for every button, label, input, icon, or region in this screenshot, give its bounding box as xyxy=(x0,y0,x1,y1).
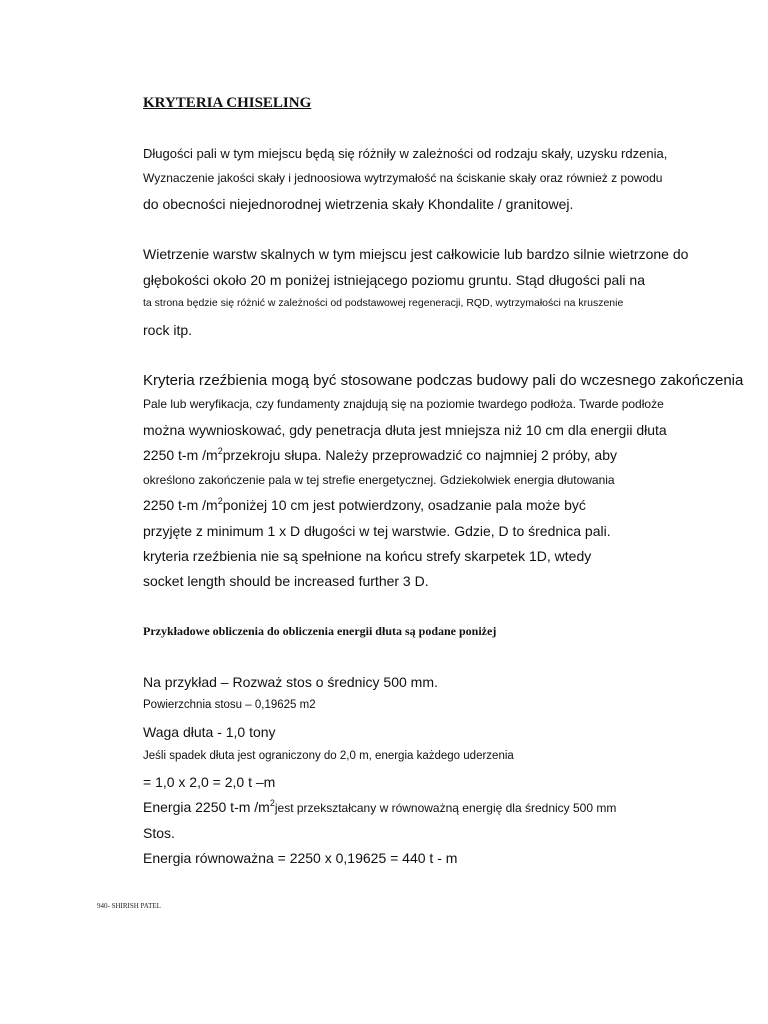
paragraph3-line1: Kryteria rzeźbienia mogą być stosowane podczas budowy pali do wczesnego zakończenia xyxy=(143,372,744,389)
example-line2: Powierzchnia stosu – 0,19625 m2 xyxy=(143,699,316,711)
paragraph3-line2: Pale lub weryfikacja, czy fundamenty znajdują się na poziomie twardego podłoża. Twarde podłoże xyxy=(143,397,664,411)
paragraph3-line6-rest: poniżej 10 cm jest potwierdzony, osadzanie pala może być xyxy=(222,497,586,513)
paragraph3-line8: kryteria rzeźbienia nie są spełnione na końcu strefy skarpetek 1D, wtedy xyxy=(143,548,592,564)
example-line7: Stos. xyxy=(143,825,175,841)
example-line1: Na przykład – Rozważ stos o średnicy 500 mm. xyxy=(143,674,438,690)
energy-value-text: 2250 t-m /m xyxy=(143,447,218,463)
paragraph2-line2: głębokości około 20 m poniżej istniejącego poziomu gruntu. Stąd długości pali na xyxy=(143,272,645,288)
paragraph1-line3: do obecności niejednorodnej wietrzenia skały Khondalite / granitowej. xyxy=(143,196,574,212)
energy-value-text: Energia 2250 t-m /m xyxy=(143,799,270,815)
paragraph1-line1: Długości pali w tym miejscu będą się różniły w zależności od rodzaju skały, uzysku rdzenia, xyxy=(143,146,668,161)
example-line3: Waga dłuta - 1,0 tony xyxy=(143,724,276,740)
page-title: KRYTERIA CHISELING xyxy=(143,95,312,111)
paragraph2-line4: rock itp. xyxy=(143,322,193,338)
example-line8: Energia równoważna = 2250 x 0,19625 = 440 t - m xyxy=(143,850,458,866)
paragraph2-line3: ta strona będzie się różnić w zależności od podstawowej regeneracji, RQD, wytrzymałości na kruszenie xyxy=(143,297,624,309)
example-line4: Jeśli spadek dłuta jest ograniczony do 2,0 m, energia każdego uderzenia xyxy=(143,750,514,762)
energy-value-text: 2250 t-m /m xyxy=(143,497,218,513)
paragraph1-line2: Wyznaczenie jakości skały i jednoosiowa wytrzymałość na ściskanie skały oraz również z powodu xyxy=(143,171,663,185)
example-line6-rest: jest przekształcany w równoważną energię dla średnicy 500 mm xyxy=(274,801,617,815)
paragraph2-line1: Wietrzenie warstw skalnych w tym miejscu jest całkowicie lub bardzo silnie wietrzone do xyxy=(143,246,689,262)
paragraph3-line9: socket length should be increased further 3 D. xyxy=(143,573,429,589)
paragraph3-line5: określono zakończenie pala w tej strefie energetycznej. Gdziekolwiek energia dłutowania xyxy=(143,473,615,487)
example-line6 xyxy=(143,799,616,815)
paragraph3-line6 xyxy=(143,497,586,513)
page-footer: 940- SHIRISH PATEL xyxy=(97,902,161,910)
paragraph3-line4-rest: przekroju słupa. Należy przeprowadzić co najmniej 2 próby, aby xyxy=(222,447,617,463)
section-subheading: Przykładowe obliczenia do obliczenia energii dłuta są podane poniżej xyxy=(143,624,497,638)
paragraph3-line7: przyjęte z minimum 1 x D długości w tej warstwie. Gdzie, D to średnica pali. xyxy=(143,523,611,539)
superscript-2: 2 xyxy=(217,446,223,456)
superscript-2: 2 xyxy=(217,496,223,506)
paragraph3-line4 xyxy=(143,447,617,463)
example-line5: = 1,0 x 2,0 = 2,0 t –m xyxy=(143,774,276,790)
superscript-2: 2 xyxy=(269,798,275,808)
paragraph3-line3: można wywnioskować, gdy penetracja dłuta jest mniejsza niż 10 cm dla energii dłuta xyxy=(143,422,667,438)
